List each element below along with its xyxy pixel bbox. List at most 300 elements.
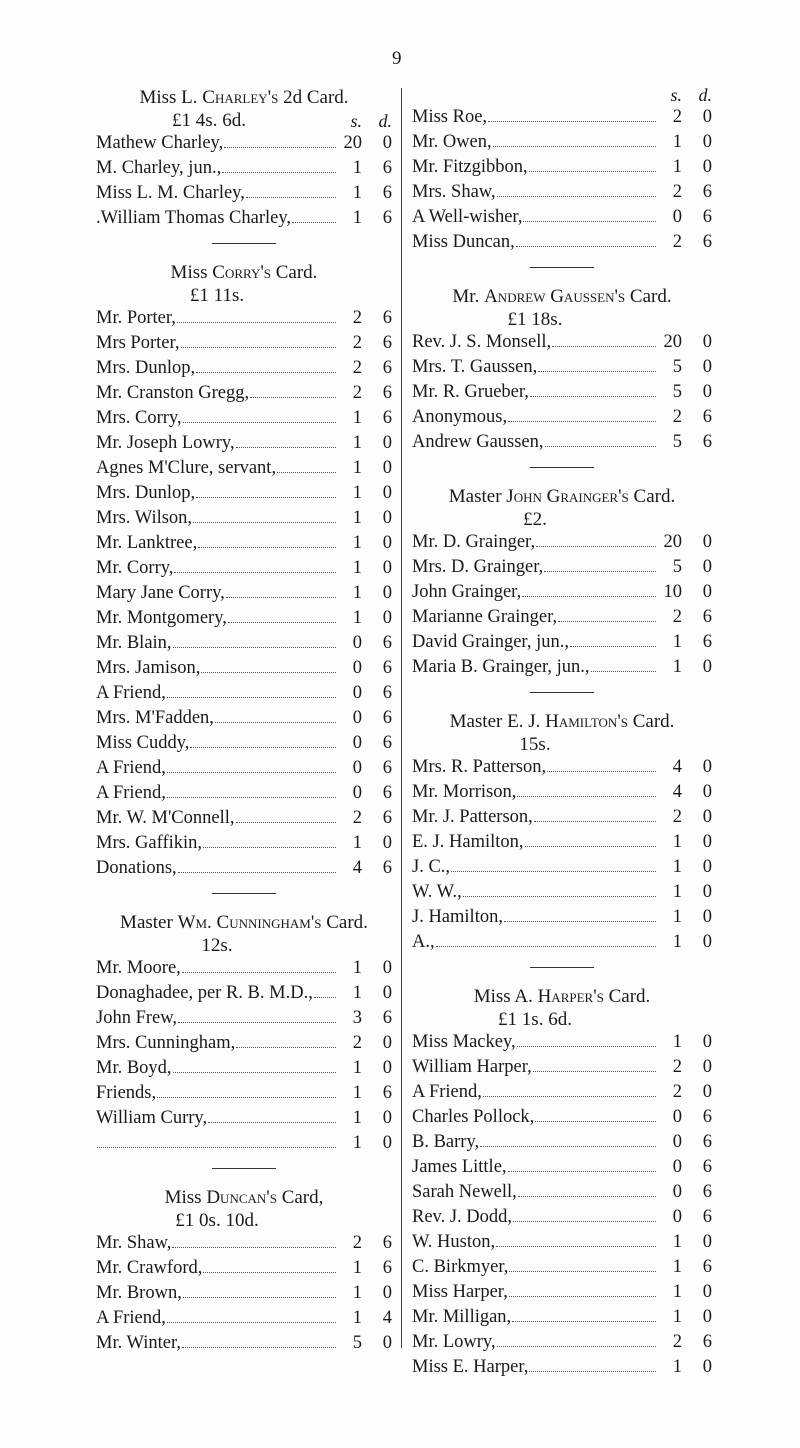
subscription-row [96, 1081, 392, 1106]
subscription-row [96, 1031, 392, 1056]
leader-dots [552, 346, 656, 347]
amount-pence: 6 [702, 1207, 712, 1227]
amount-shillings: 0 [672, 1157, 682, 1177]
leader-dots [545, 446, 656, 447]
card-heading-suffix: Card. [627, 711, 675, 732]
amount-pence: 6 [702, 1257, 712, 1277]
amount-shillings: 0 [352, 733, 362, 753]
subscriber-name: Mr. Montgomery, [96, 608, 227, 628]
amount-shillings: 2 [672, 807, 682, 827]
amount-shillings: 2 [352, 308, 362, 328]
amount-shillings: 1 [352, 1083, 362, 1103]
subscriber-name: W. Huston, [412, 1232, 496, 1252]
subscriber-name: M. Charley, jun., [96, 158, 222, 178]
amount-pence: 6 [702, 1107, 712, 1127]
card-total: 15s. [519, 734, 551, 755]
subscription-row [412, 630, 712, 655]
leader-dots [196, 497, 336, 498]
leader-dots [201, 672, 336, 673]
leader-dots [203, 1272, 336, 1273]
card-heading [96, 260, 392, 286]
subscriber-name: Mrs. Dunlop, [96, 358, 196, 378]
subscriber-name: C. Birkmyer, [412, 1257, 509, 1277]
subscriber-name: E. J. Hamilton, [412, 832, 524, 852]
subscription-row [96, 131, 392, 156]
page-number: 9 [392, 48, 402, 69]
subscription-row [96, 1331, 392, 1356]
subscription-row [412, 1330, 712, 1355]
subscription-row [412, 1230, 712, 1255]
subscription-row [96, 306, 392, 331]
subscription-row [412, 805, 712, 830]
subscriber-name: Mr. Brown, [96, 1283, 182, 1303]
subscriber-name: Mr. Boyd, [96, 1058, 172, 1078]
amount-pence: 6 [382, 758, 392, 778]
subscriber-name: David Grainger, jun., [412, 632, 569, 652]
amount-pence: 6 [382, 858, 392, 878]
card-heading [96, 85, 392, 111]
amount-shillings: 1 [352, 483, 362, 503]
subscriber-name: Marianne Grainger, [412, 607, 558, 627]
card-heading [96, 1185, 392, 1211]
amount-pence: 6 [382, 633, 392, 653]
leader-dots [522, 596, 656, 597]
amount-pence: 6 [382, 808, 392, 828]
amount-pence: 6 [702, 407, 712, 427]
subscription-row [412, 155, 712, 180]
card-section [96, 85, 392, 231]
amount-shillings: 1 [672, 1307, 682, 1327]
amount-pence: 0 [702, 132, 712, 152]
amount-shillings: 2 [352, 333, 362, 353]
card-total-line [412, 735, 712, 755]
leader-dots [183, 1297, 336, 1298]
subscriber-name: Mrs. T. Gaussen, [412, 357, 538, 377]
amount-pence: 0 [702, 1307, 712, 1327]
amount-shillings: 0 [672, 1207, 682, 1227]
subscription-row [96, 506, 392, 531]
card-total-line [96, 1211, 392, 1231]
amount-shillings: 1 [672, 882, 682, 902]
subscription-row [412, 880, 712, 905]
amount-shillings: 2 [352, 1033, 362, 1053]
amount-pence: 6 [702, 607, 712, 627]
subscriber-name: A Friend, [412, 1082, 482, 1102]
amount-shillings: 2 [672, 232, 682, 252]
card-total: £1 1s. 6d. [498, 1009, 572, 1030]
amount-pence: 6 [382, 208, 392, 228]
card-heading-prefix: Miss [164, 1187, 207, 1208]
subscriber-name: Mathew Charley, [96, 133, 224, 153]
card-section [96, 1185, 392, 1356]
leader-dots [177, 322, 336, 323]
card-heading-prefix: Miss A. [473, 986, 538, 1007]
subscription-row [96, 756, 392, 781]
subscriber-name: John Grainger, [412, 582, 522, 602]
amount-pence: 0 [382, 133, 392, 153]
amount-shillings: 20 [663, 532, 682, 552]
leader-dots [190, 747, 336, 748]
amount-pence: 0 [702, 757, 712, 777]
card-heading [412, 284, 712, 310]
leader-dots [250, 397, 336, 398]
card-heading [412, 484, 712, 510]
amount-shillings: 2 [352, 1233, 362, 1253]
subscription-row [412, 1055, 712, 1080]
amount-pence: 0 [382, 433, 392, 453]
subscriber-name: A Friend, [96, 1308, 166, 1328]
card-heading-prefix: Mr. [452, 286, 485, 307]
leader-dots [203, 847, 336, 848]
card-total-line [96, 936, 392, 956]
amount-shillings: 2 [672, 182, 682, 202]
card-heading-suffix: Card. [321, 912, 368, 933]
subscriber-name: Mrs. Jamison, [96, 658, 201, 678]
subscription-row [96, 431, 392, 456]
subscriber-name: Miss Roe, [412, 107, 488, 127]
amount-pence: 0 [702, 157, 712, 177]
subscriber-name: Mr. Fitzgibbon, [412, 157, 528, 177]
amount-shillings: 5 [672, 382, 682, 402]
subscriber-name: Rev. J. S. Monsell, [412, 332, 552, 352]
subscription-row [412, 655, 712, 680]
card-heading-prefix: Master E. J. [449, 711, 546, 732]
amount-shillings: 1 [352, 1283, 362, 1303]
subscription-row [96, 581, 392, 606]
subscriber-name: W. W., [412, 882, 462, 902]
subscriber-name: Miss E. Harper, [412, 1357, 529, 1377]
amount-pence: 0 [382, 1133, 392, 1153]
card-total-line [412, 310, 712, 330]
amount-shillings: 2 [672, 1332, 682, 1352]
subscription-row [412, 1180, 712, 1205]
leader-dots [167, 1322, 336, 1323]
shillings-column-header: s. [670, 85, 682, 105]
leader-dots [547, 771, 656, 772]
subscription-row [412, 555, 712, 580]
amount-shillings: 20 [663, 332, 682, 352]
leader-dots [182, 972, 336, 973]
card-heading-suffix: Card, [276, 1187, 324, 1208]
card-total-line [96, 286, 392, 306]
amount-pence: 0 [382, 1108, 392, 1128]
section-divider [530, 967, 594, 968]
leader-dots [314, 997, 336, 998]
subscriber-name: Miss Harper, [412, 1282, 508, 1302]
amount-shillings: 1 [672, 1282, 682, 1302]
amount-pence: 6 [382, 1083, 392, 1103]
amount-shillings: 2 [672, 407, 682, 427]
amount-pence: 0 [382, 958, 392, 978]
subscriber-name: Mrs. Shaw, [412, 182, 496, 202]
leader-dots [538, 371, 656, 372]
leader-dots [451, 871, 656, 872]
amount-pence: 6 [702, 232, 712, 252]
card-section [96, 910, 392, 1156]
subscriber-name: Maria B. Grainger, jun., [412, 657, 590, 677]
card-total-line [412, 85, 712, 105]
leader-dots [174, 572, 336, 573]
subscriber-name: Mrs. Gaffikin, [96, 833, 203, 853]
card-total: 12s. [201, 935, 233, 956]
leader-dots [236, 447, 336, 448]
amount-pence: 6 [382, 358, 392, 378]
amount-pence: 0 [702, 807, 712, 827]
subscriber-name: Mrs. Wilson, [96, 508, 193, 528]
leader-dots [236, 822, 336, 823]
card-heading-prefix: Miss [170, 262, 213, 283]
shillings-column-header: s. [350, 111, 362, 131]
leader-dots [523, 221, 656, 222]
subscription-row [412, 405, 712, 430]
subscription-row [96, 1306, 392, 1331]
subscriber-name: Mr. Lanktree, [96, 533, 198, 553]
left-column [96, 85, 392, 1360]
leader-dots [178, 872, 336, 873]
subscription-row [96, 856, 392, 881]
amount-shillings: 1 [352, 958, 362, 978]
amount-shillings: 1 [352, 1258, 362, 1278]
amount-shillings: 1 [352, 1108, 362, 1128]
leader-dots [513, 1221, 656, 1222]
card-section [412, 284, 712, 455]
leader-dots [224, 147, 336, 148]
amount-pence: 0 [702, 532, 712, 552]
amount-pence: 0 [702, 907, 712, 927]
subscriber-name: Mr. Joseph Lowry, [96, 433, 235, 453]
subscriber-name: Mr. Shaw, [96, 1233, 172, 1253]
leader-dots [173, 647, 336, 648]
section-divider [530, 692, 594, 693]
column-rule [401, 88, 402, 1348]
leader-dots [208, 1122, 336, 1123]
leader-dots [183, 422, 336, 423]
amount-pence: 0 [382, 1333, 392, 1353]
card-section [412, 709, 712, 955]
amount-shillings: 20 [343, 133, 362, 153]
subscription-row [96, 456, 392, 481]
subscriber-name: .William Thomas Charley, [96, 208, 292, 228]
amount-shillings: 2 [352, 808, 362, 828]
amount-pence: 6 [702, 432, 712, 452]
amount-pence: 6 [382, 183, 392, 203]
subscription-row [96, 556, 392, 581]
amount-pence: 0 [382, 1033, 392, 1053]
subscription-row [412, 205, 712, 230]
amount-pence: 0 [382, 508, 392, 528]
subscription-row [412, 1130, 712, 1155]
amount-shillings: 1 [352, 1308, 362, 1328]
leader-dots [525, 846, 656, 847]
card-heading [96, 910, 392, 936]
amount-shillings: 0 [672, 1107, 682, 1127]
amount-pence: 0 [382, 833, 392, 853]
amount-shillings: 1 [672, 932, 682, 952]
amount-pence: 0 [382, 558, 392, 578]
card-heading-suffix: Card. [628, 486, 676, 507]
subscriber-name: J. Hamilton, [412, 907, 503, 927]
card-heading-suffix: Card. [271, 262, 318, 283]
subscriber-name: Donaghadee, per R. B. M.D., [96, 983, 313, 1003]
amount-shillings: 1 [352, 458, 362, 478]
amount-pence: 6 [382, 1233, 392, 1253]
subscription-row [96, 631, 392, 656]
amount-shillings: 2 [672, 107, 682, 127]
leader-dots [182, 1347, 336, 1348]
amount-pence: 0 [382, 983, 392, 1003]
subscription-row [96, 956, 392, 981]
amount-pence: 0 [702, 832, 712, 852]
subscription-row [96, 156, 392, 181]
leader-dots [463, 896, 656, 897]
amount-pence: 0 [382, 1058, 392, 1078]
amount-pence: 6 [702, 1132, 712, 1152]
subscriber-name: A Well-wisher, [412, 207, 523, 227]
subscription-row [412, 430, 712, 455]
amount-shillings: 1 [672, 1232, 682, 1252]
amount-pence: 6 [382, 708, 392, 728]
card-total: £1 11s. [189, 285, 245, 306]
amount-shillings: 2 [352, 383, 362, 403]
leader-dots [497, 196, 656, 197]
leader-dots [480, 1146, 656, 1147]
card-heading-name: Charley's [202, 87, 279, 108]
card-total-line [412, 1010, 712, 1030]
leader-dots [529, 171, 656, 172]
subscription-row [96, 481, 392, 506]
subscriber-name: Mrs. Corry, [96, 408, 182, 428]
subscriber-name: Mrs Porter, [96, 333, 180, 353]
amount-shillings: 1 [672, 132, 682, 152]
subscriber-name: Mr. Milligan, [412, 1307, 512, 1327]
amount-shillings: 1 [352, 558, 362, 578]
card-total: £1 4s. 6d. [172, 110, 246, 131]
amount-shillings: 4 [352, 858, 362, 878]
amount-pence: 0 [382, 458, 392, 478]
amount-shillings: 1 [672, 857, 682, 877]
subscription-row [96, 706, 392, 731]
card-heading-name: Hamilton's [545, 711, 628, 732]
amount-shillings: 1 [672, 657, 682, 677]
subscription-row [412, 1155, 712, 1180]
subscriber-name: Mr. Lowry, [412, 1332, 496, 1352]
amount-pence: 6 [382, 733, 392, 753]
subscription-row [96, 531, 392, 556]
leader-dots [534, 821, 656, 822]
amount-shillings: 2 [352, 358, 362, 378]
leader-dots [157, 1097, 336, 1098]
subscriber-name: Mr. Moore, [96, 958, 181, 978]
card-heading-suffix: 2d Card. [278, 87, 349, 108]
leader-dots [436, 946, 656, 947]
leader-dots [509, 1271, 656, 1272]
subscriber-name: Mr. Crawford, [96, 1258, 203, 1278]
subscriber-name: William Harper, [412, 1057, 532, 1077]
leader-dots [509, 1296, 656, 1297]
card-heading-name: Corry's [212, 262, 271, 283]
amount-pence: 0 [702, 657, 712, 677]
subscriber-name: Mr. J. Patterson, [412, 807, 533, 827]
subscription-row [412, 780, 712, 805]
leader-dots [488, 121, 656, 122]
subscription-row [96, 731, 392, 756]
amount-shillings: 0 [672, 207, 682, 227]
amount-shillings: 1 [352, 833, 362, 853]
card-section [412, 984, 712, 1380]
amount-pence: 6 [382, 658, 392, 678]
subscriber-name: Mrs. Cunningham, [96, 1033, 236, 1053]
card-heading-name: Duncan's [206, 1187, 277, 1208]
card-section [412, 484, 712, 680]
card-total: £1 18s. [507, 309, 563, 330]
subscriber-name: A Friend, [96, 683, 166, 703]
subscription-row [412, 530, 712, 555]
subscriber-name: Donations, [96, 858, 177, 878]
subscription-row [412, 130, 712, 155]
card-heading-prefix: Master [448, 486, 507, 507]
amount-pence: 6 [382, 1258, 392, 1278]
amount-pence: 6 [382, 783, 392, 803]
amount-shillings: 1 [352, 508, 362, 528]
subscription-row [96, 181, 392, 206]
leader-dots [226, 597, 336, 598]
leader-dots [236, 1047, 336, 1048]
amount-pence: 0 [702, 382, 712, 402]
amount-shillings: 1 [672, 832, 682, 852]
amount-pence: 0 [382, 483, 392, 503]
leader-dots [516, 246, 656, 247]
leader-dots [167, 772, 336, 773]
subscriber-name: Miss Cuddy, [96, 733, 190, 753]
subscription-row [412, 755, 712, 780]
leader-dots [536, 546, 656, 547]
subscription-row [96, 1131, 392, 1156]
subscriber-name: Anonymous, [412, 407, 508, 427]
subscriber-name: Charles Pollock, [412, 1107, 535, 1127]
subscription-row [96, 1231, 392, 1256]
subscriber-name: Mr. Owen, [412, 132, 492, 152]
subscriber-name: John Frew, [96, 1008, 178, 1028]
amount-shillings: 1 [352, 1133, 362, 1153]
leader-dots [483, 1096, 656, 1097]
section-divider [530, 467, 594, 468]
subscription-row [412, 580, 712, 605]
subscription-row [96, 1106, 392, 1131]
amount-pence: 0 [702, 882, 712, 902]
subscription-row [412, 1305, 712, 1330]
subscriber-name: Agnes M'Clure, servant, [96, 458, 277, 478]
subscriber-name: Mr. Morrison, [412, 782, 517, 802]
subscription-row [96, 681, 392, 706]
subscriber-name: Mary Jane Corry, [96, 583, 225, 603]
amount-shillings: 1 [672, 1257, 682, 1277]
amount-shillings: 4 [672, 757, 682, 777]
section-divider [212, 243, 276, 244]
leader-dots [518, 1196, 656, 1197]
card-heading-name: Harper's [537, 986, 604, 1007]
leader-dots [172, 1247, 336, 1248]
leader-dots [544, 571, 656, 572]
leader-dots [496, 1246, 656, 1247]
right-column [412, 85, 712, 1384]
amount-pence: 0 [702, 1357, 712, 1377]
card-heading-name: Wm. Cunningham's [177, 912, 322, 933]
section-divider [212, 1168, 276, 1169]
subscriber-name: Miss Duncan, [412, 232, 515, 252]
amount-shillings: 2 [672, 1057, 682, 1077]
subscription-row [96, 1281, 392, 1306]
subscription-row [412, 1355, 712, 1380]
